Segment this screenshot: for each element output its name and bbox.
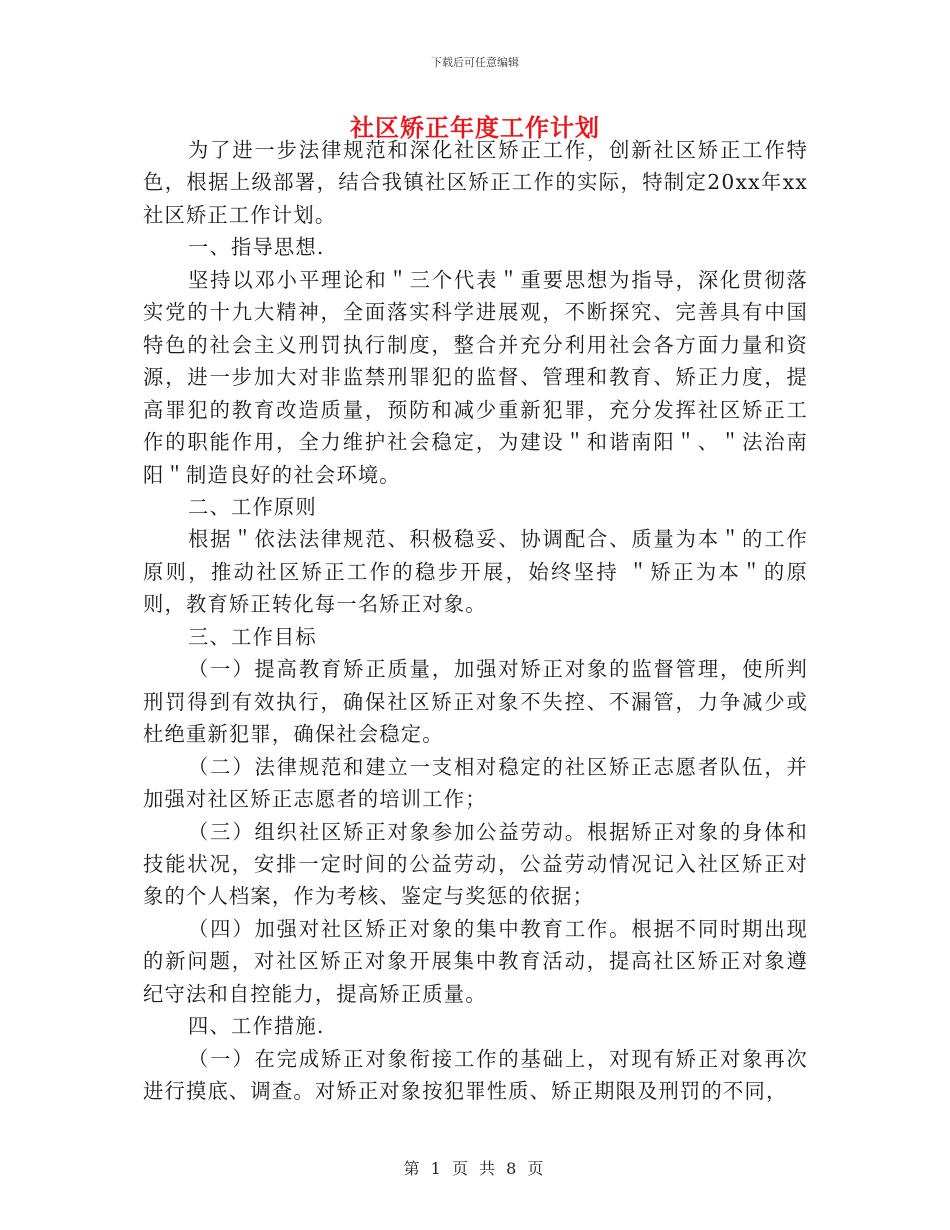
paragraph-work-principles: 根据＂依法法律规范、积极稳妥、协调配合、质量为本＂的工作原则，推动社区矫正工作的稳步开展，始终坚持 ＂矫正为本＂的原则，教育矫正转化每一名矫正对象。 [143, 527, 808, 617]
heading-guiding-ideology: 一、指导思想. [188, 235, 325, 260]
paragraph-goal-1: （一）提高教育矫正质量，加强对矫正对象的监督管理，使所判刑罚得到有效执行，确保社区矫正对象不失控、不漏管，力争减少或杜绝重新犯罪，确保社会稳定。 [143, 657, 808, 747]
page-footer: 第 1 页 共 8 页 [403, 1159, 547, 1178]
document-body [143, 134, 808, 1108]
heading-work-goals: 三、工作目标 [188, 624, 317, 649]
document-title: 社区矫正年度工作计划 [350, 114, 600, 142]
paragraph-guiding-ideology: 坚持以邓小平理论和＂三个代表＂重要思想为指导，深化贯彻落实党的十九大精神，全面落实科学进展观，不断探究、完善具有中国特色的社会主义刑罚执行制度，整合并充分利用社会各方面力量和资源，进一步加大对非监禁刑罪犯的监督、管理和教育、矫正力度，提高罪犯的教育改造质量，预防和减少重新犯罪，充分发挥社区矫正工作的职能作用，全力维护社会稳定，为建设＂和谐南阳＂、＂法治南阳＂制造良好的社会环境。 [143, 267, 808, 487]
paragraph-goal-2: （二）法律规范和建立一支相对稳定的社区矫正志愿者队伍，并加强对社区矫正志愿者的培训工作； [143, 754, 808, 812]
paragraph-goal-3: （三）组织社区矫正对象参加公益劳动。根据矫正对象的身体和技能状况，安排一定时间的公益劳动，公益劳动情况记入社区矫正对象的个人档案，作为考核、鉴定与奖惩的依据； [143, 819, 808, 909]
heading-work-principles: 二、工作原则 [188, 494, 317, 519]
paragraph-measure-1: （一）在完成矫正对象衔接工作的基础上，对现有矫正对象再次进行摸底、调查。对矫正对象按犯罪性质、矫正期限及刑罚的不同， [143, 1046, 808, 1104]
header-note: 下载后可任意编辑 [431, 56, 519, 69]
paragraph-intro: 为了进一步法律规范和深化社区矫正工作，创新社区矫正工作特色，根据上级部署，结合我镇社区矫正工作的实际，特制定20xx年xx社区矫正工作计划。 [143, 138, 808, 227]
paragraph-goal-4: （四）加强对社区矫正对象的集中教育工作。根据不同时期出现的新问题，对社区矫正对象开展集中教育活动，提高社区矫正对象遵纪守法和自控能力，提高矫正质量。 [143, 916, 808, 1006]
heading-work-measures: 四、工作措施. [188, 1014, 325, 1039]
